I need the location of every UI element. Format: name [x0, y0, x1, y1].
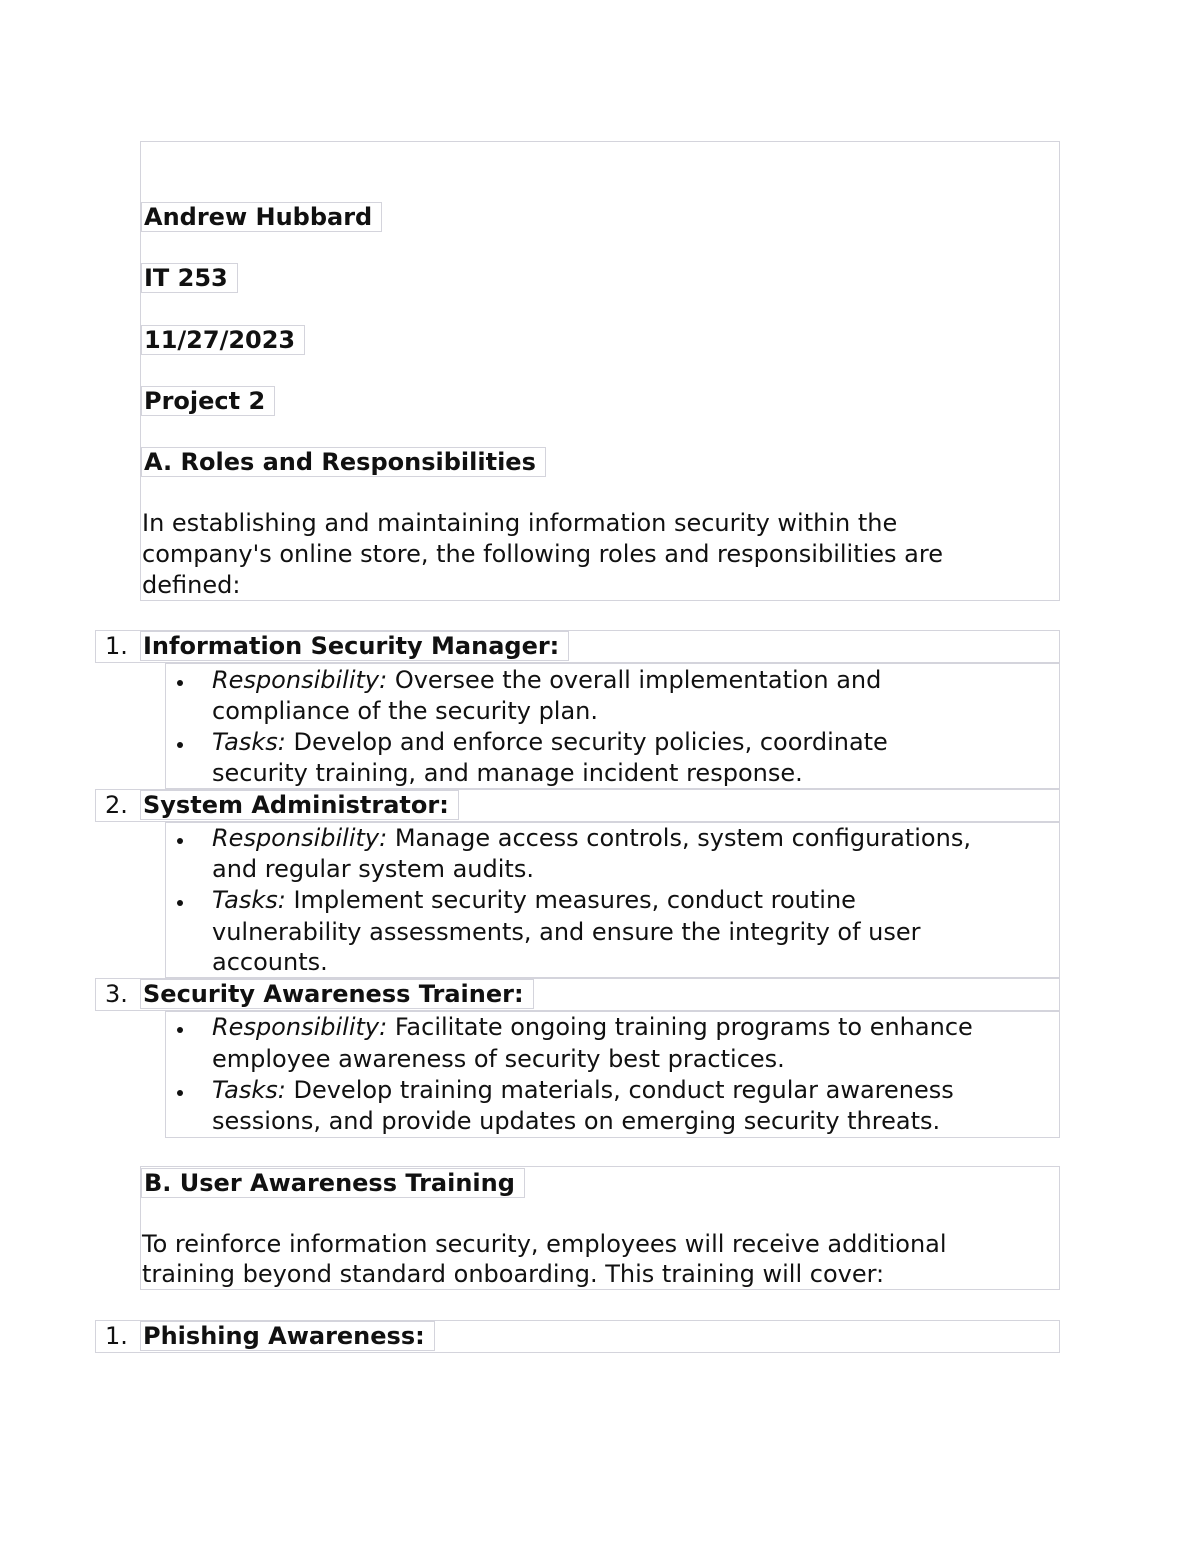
role-1-responsibility: Responsibility: Oversee the overall implementation and — [212, 666, 882, 694]
author-name: Andrew Hubbard — [143, 202, 382, 233]
role-3-number: 3. — [105, 980, 128, 1008]
role-1-tasks: Tasks: Develop and enforce security policies, coordinate — [212, 728, 888, 756]
role-3-title: Security Awareness Trainer: — [142, 979, 534, 1010]
section-b-heading: B. User Awareness Training — [143, 1168, 525, 1199]
course-code: IT 253 — [143, 263, 238, 294]
role-1-number: 1. — [105, 632, 128, 660]
training-1-number: 1. — [105, 1322, 128, 1350]
bullet-icon — [177, 1027, 183, 1033]
bullet-icon — [177, 742, 183, 748]
training-1-title: Phishing Awareness: — [142, 1321, 435, 1352]
bullet-icon — [177, 838, 183, 844]
role-3-tasks: Tasks: Develop training materials, conduct regular awareness — [212, 1076, 954, 1104]
role-2-title: System Administrator: — [142, 790, 459, 821]
role-2-responsibility: Responsibility: Manage access controls, system configurations, — [212, 824, 971, 852]
bullet-icon — [177, 900, 183, 906]
bullet-icon — [177, 680, 183, 686]
document-date: 11/27/2023 — [143, 325, 305, 356]
project-title: Project 2 — [143, 386, 275, 417]
role-3-responsibility: Responsibility: Facilitate ongoing training programs to enhance — [212, 1013, 973, 1041]
section-a-heading: A. Roles and Responsibilities — [143, 447, 546, 478]
role-1-title: Information Security Manager: — [142, 631, 569, 662]
role-2-tasks: Tasks: Implement security measures, conduct routine — [212, 886, 856, 914]
document-page: Andrew Hubbard IT 253 11/27/2023 Project 2 A. Roles and Responsibilities In establishing and maintaining information security within the company's online store, the following roles and responsibilities are defined: 1. Information Security Manager: Responsibility: Oversee the overall implementation and compliance of the security plan. Tasks: Develop and enforce security policies, coordinate security training, and manage incident response. 2. System Administrator: Responsibility: Manage access controls, system configurations, and regular system audits. Tasks: Implement security measures, conduct routine vulnerability assessments, and ensure the integrity of user accounts. 3. Security Awareness Trainer: Responsibility: Facilitate ongoing training programs to enhance employee awareness of security best practices. Tasks: Develop training materials, conduct regular awareness sessions, and provide updates on emerging security threats. B. User Awareness Training To reinforce information security, employees will receive additional training beyond standard onboarding. This training will cover: 1. Phishing Awareness: — [0, 0, 1200, 1553]
role-2-number: 2. — [105, 791, 128, 819]
bullet-icon — [177, 1090, 183, 1096]
